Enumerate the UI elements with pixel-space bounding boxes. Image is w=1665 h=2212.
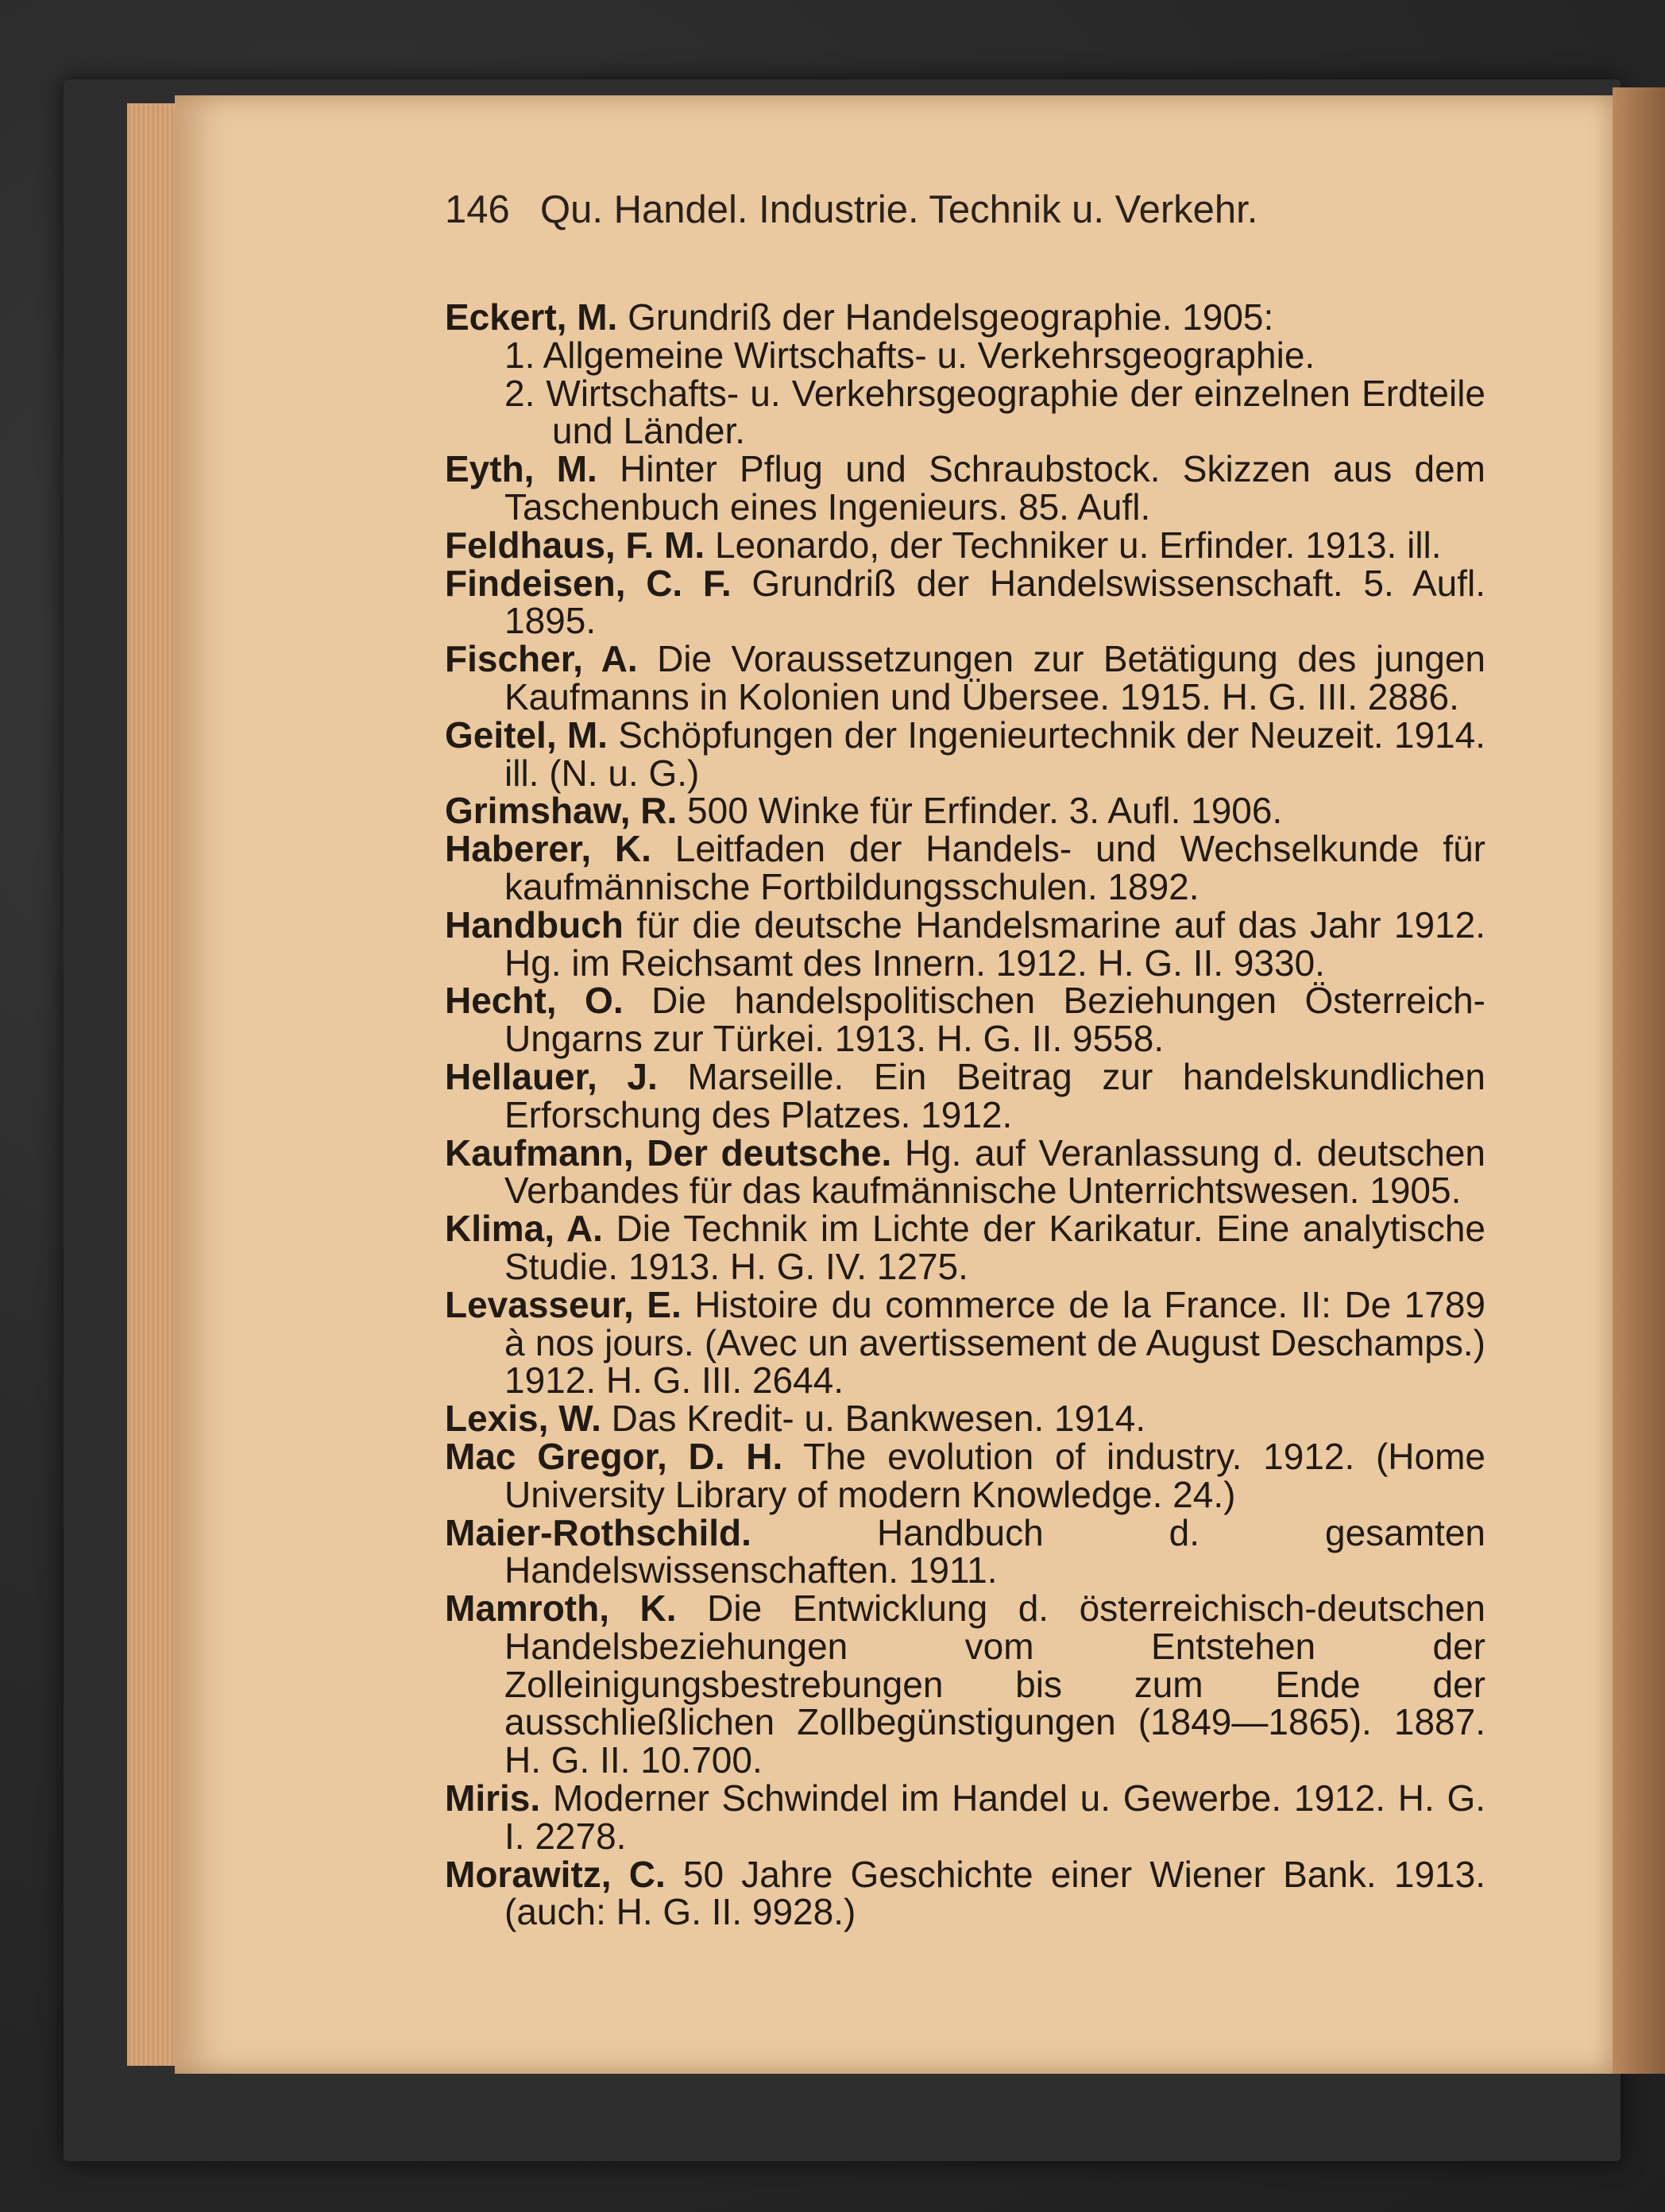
list-item [445,1587,1485,1781]
list-item [445,296,1485,338]
entry-author: Mamroth, K. [445,1587,677,1630]
entry-author: Eckert, M. [445,296,618,338]
entry-text: The evolution of industry. 1912. (Home University Library of modern Knowledge. 24.) [504,1435,1486,1515]
entry-text: 50 Jahre Geschichte einer Wiener Bank. 1913. (auch: H. G. II. 9928.) [504,1853,1485,1933]
entry-text: für die deutsche Handelsmarine auf das Jahr 1912. Hg. im Reichsamt des Innern. 1912. H. G. II. 9330. [504,903,1486,984]
list-item [445,1055,1486,1135]
running-header [445,188,1366,243]
list-item [445,1435,1486,1515]
entry-author: Maier-Rothschild. [445,1511,751,1553]
facing-page-edge [1613,87,1665,2074]
list-item [445,448,1486,528]
entry-author: Hellauer, J. [445,1055,658,1097]
list-item [445,713,1486,794]
entry-text: 500 Winke für Erfinder. 3. Aufl. 1906. [687,790,1283,832]
entry-text: Grundriß der Handelsgeographie. 1905: [628,296,1274,338]
entry-text: Hg. auf Veranlassung d. deutschen Verbandes für das kaufmännische Unterrichtswesen. 1905. [504,1131,1485,1212]
entry-author: Geitel, M. [445,713,608,756]
entry-text: Leonardo, der Techniker u. Erfinder. 1913. ill. [714,524,1442,566]
list-item [445,1283,1485,1402]
entry-text: Moderner Schwindel im Handel u. Gewerbe. 1912. H. G. I. 2278. [504,1777,1486,1857]
list-item [445,562,1486,642]
list-item [445,903,1486,984]
entry-author: Haberer, K. [445,828,651,870]
entry-author: Lexis, W. [445,1398,601,1440]
entry-text: Marseille. Ein Beitrag zur handelskundlichen Erforschung des Platzes. 1912. [504,1055,1486,1135]
bibliography-list [445,296,1486,1933]
entry-text: Die Technik im Lichte der Karikatur. Eine analytische Studie. 1913. H. G. IV. 1275. [504,1208,1486,1287]
entry-text: Die handelspolitischen Beziehungen Österreich-Ungarns zur Türkei. 1913. H. G. II. 9558. [504,980,1486,1060]
entry-author: Mac Gregor, D. H. [445,1435,783,1477]
entry-author: Morawitz, C. [445,1853,666,1895]
entry-author: Hecht, O. [445,980,624,1022]
entry-author: Kaufmann, Der deutsche. [445,1131,892,1174]
entry-text: Grundriß der Handelswissenschaft. 5. Aufl. 1895. [504,562,1486,642]
page-number: 146 [445,188,510,231]
running-title: Qu. Handel. Industrie. Technik u. Verkehr. [540,188,1258,231]
entry-text: Die Entwicklung d. österreichisch-deutschen Handelsbeziehungen vom Entstehen der Zolleinigungsbestrebungen bis zum Ende der ausschließlichen Zollbegünstigungen (1849—1865). 1887. H. G. II. 10.700. [504,1587,1485,1781]
list-item [445,982,1485,1058]
entry-author: Eyth, M. [445,448,597,490]
entry-author: Levasseur, E. [445,1283,682,1325]
entry-text: Leitfaden der Handels- und Wechselkunde für kaufmännische Fortbildungsschulen. 1892. [504,828,1486,907]
list-item [445,1853,1485,1933]
list-item [445,1511,1486,1591]
entry-text: Handbuch d. gesamten Handelswissenschaften. 1911. [504,1511,1486,1591]
list-item [445,1777,1486,1857]
list-item [445,1210,1485,1286]
sub-item: 1. Allgemeine Wirtschafts- u. Verkehrsgeographie. [504,334,1315,376]
list-item [445,1131,1485,1212]
entry-text: Das Kredit- u. Bankwesen. 1914. [611,1398,1146,1440]
sub-item: 2. Wirtschafts- u. Verkehrsgeographie der einzelnen Erdteile und Länder. [504,372,1485,452]
entry-text: Schöpfungen der Ingenieurtechnik der Neuzeit. 1914. ill. (N. u. G.) [504,713,1486,794]
entry-author: Klima, A. [445,1208,603,1250]
list-item [445,830,1485,907]
entry-text: Hinter Pflug und Schraubstock. Skizzen aus dem Taschenbuch eines Ingenieurs. 85. Aufl. [504,448,1486,528]
entry-author: Handbuch [445,903,624,946]
list-item [445,524,1485,566]
entry-author: Findeisen, C. F. [445,562,732,604]
entry-text: Histoire du commerce de la France. II: De 1789 à nos jours. (Avec un avertissement de August Deschamps.) 1912. H. G. III. 2644. [504,1283,1485,1402]
list-item [445,640,1485,717]
entry-author: Miris. [445,1777,541,1819]
list-item [445,792,1485,830]
entry-text: Die Voraussetzungen zur Betätigung des jungen Kaufmanns in Kolonien und Übersee. 1915. H. G. III. 2886. [504,638,1486,717]
entry-author: Feldhaus, F. M. [445,524,705,566]
entry-author: Fischer, A. [445,638,638,680]
entry-author: Grimshaw, R. [445,790,678,832]
list-item [445,1400,1485,1438]
